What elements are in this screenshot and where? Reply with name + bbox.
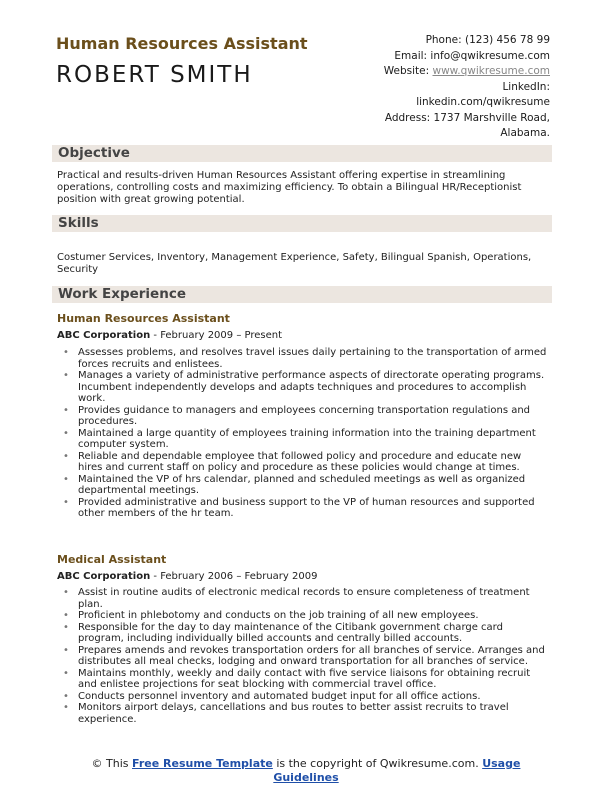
work-experience-section-bar — [52, 286, 552, 303]
job-role: Human Resources Assistant — [57, 312, 230, 325]
footer-prefix: © This — [91, 757, 133, 770]
contact-phone — [290, 33, 550, 49]
list-item: • Maintains monthly, weekly and daily contact with five service liaisons for obtaining recruit and enlistee projections for seat blocking with commercial travel office. — [63, 668, 547, 691]
email-value[interactable]: info@qwikresume.com — [430, 49, 550, 62]
usage-guidelines-link[interactable]: Usage — [482, 757, 521, 770]
job-dates: - February 2009 – Present — [150, 330, 283, 341]
website-link[interactable]: www.qwikresume.com — [432, 65, 550, 77]
skills-heading: Skills — [58, 215, 99, 231]
job-bullets — [63, 587, 547, 725]
address-label: Address: — [384, 111, 431, 124]
job-company-line — [57, 571, 317, 583]
candidate-name: ROBERT SMITH — [56, 62, 253, 88]
linkedin-value[interactable]: linkedin.com/qwikresume — [416, 96, 550, 108]
job-role: Medical Assistant — [57, 553, 167, 566]
email-label: Email: — [394, 49, 428, 62]
company-name: ABC Corporation — [57, 330, 151, 341]
work-experience-heading: Work Experience — [58, 286, 186, 302]
job-dates: - February 2006 – February 2009 — [150, 571, 318, 582]
list-item: • Provided administrative and business support to the VP of human resources and supported other members of the hr team. — [63, 497, 547, 520]
skills-section-bar — [52, 215, 552, 232]
list-item: • Responsible for the day to day maintenance of the Citibank government charge card program, including individually billed accounts and centrally billed accounts. — [63, 622, 547, 645]
contact-email — [290, 49, 550, 65]
list-item: • Manages a variety of administrative performance aspects of directorate operating programs. Incumbent independently develops and adapts techniques and procedures to accomplish work. — [63, 370, 547, 405]
list-item: • Reliable and dependable employee that followed policy and procedure and educate new hires and current staff on policy and procedure as these policies would change at times. — [63, 451, 547, 474]
list-item: • Assesses problems, and resolves travel issues daily pertaining to the transportation of armed forces recruits and enlistees. — [63, 347, 547, 370]
list-item: • Prepares amends and revokes transportation orders for all branches of service. Arranges and distributes all meal checks, lodging and onward transportation for all branches of service. — [63, 645, 547, 668]
objective-section-bar — [52, 145, 552, 162]
job-company-line — [57, 330, 282, 342]
contact-website — [290, 64, 550, 80]
address-line1: 1737 Marshville Road, — [433, 111, 550, 124]
contact-block — [290, 33, 550, 142]
usage-guidelines-link-cont[interactable]: Guidelines — [273, 771, 339, 784]
objective-text: Practical and results-driven Human Resources Assistant offering expertise in streamlining operations, controlling costs and maximizing efficiency. To obtain a Bilingual HR/Receptionist position with great growing potential. — [57, 170, 522, 205]
phone-label: Phone: — [425, 34, 462, 46]
skills-text: Costumer Services, Inventory, Management Experience, Safety, Bilingual Spanish, Operations, Security — [57, 252, 532, 275]
address-line2: Alabama. — [500, 127, 550, 139]
company-name: ABC Corporation — [57, 571, 151, 582]
free-resume-template-link[interactable]: Free Resume Template — [132, 757, 273, 770]
list-item: • Conducts personnel inventory and automated budget input for all office actions. — [63, 691, 547, 703]
objective-heading: Objective — [58, 145, 130, 161]
footer-middle: is the copyright of Qwikresume.com. — [272, 757, 483, 770]
linkedin-label: LinkedIn: — [502, 80, 550, 93]
website-label: Website: — [383, 65, 430, 77]
list-item: • Proficient in phlebotomy and conducts on the job training of all new employees. — [63, 610, 547, 622]
list-item: • Provides guidance to managers and employees concerning transportation regulations and procedures. — [63, 405, 547, 428]
phone-value: (123) 456 78 99 — [464, 34, 550, 46]
resume-job-title: Human Resources Assistant — [56, 34, 308, 53]
list-item: • Maintained a large quantity of employees training information into the training department computer system. — [63, 428, 547, 451]
contact-address — [290, 111, 550, 127]
list-item: • Maintained the VP of hrs calendar, planned and scheduled meetings as well as organized departmental meetings. — [63, 474, 547, 497]
list-item: • Assist in routine audits of electronic medical records to ensure completeness of treatment plan. — [63, 587, 547, 610]
job-bullets — [63, 347, 547, 520]
list-item: • Monitors airport delays, cancellations and bus routes to better assist recruits to travel experience. — [63, 702, 547, 725]
copyright-footer — [0, 757, 612, 785]
